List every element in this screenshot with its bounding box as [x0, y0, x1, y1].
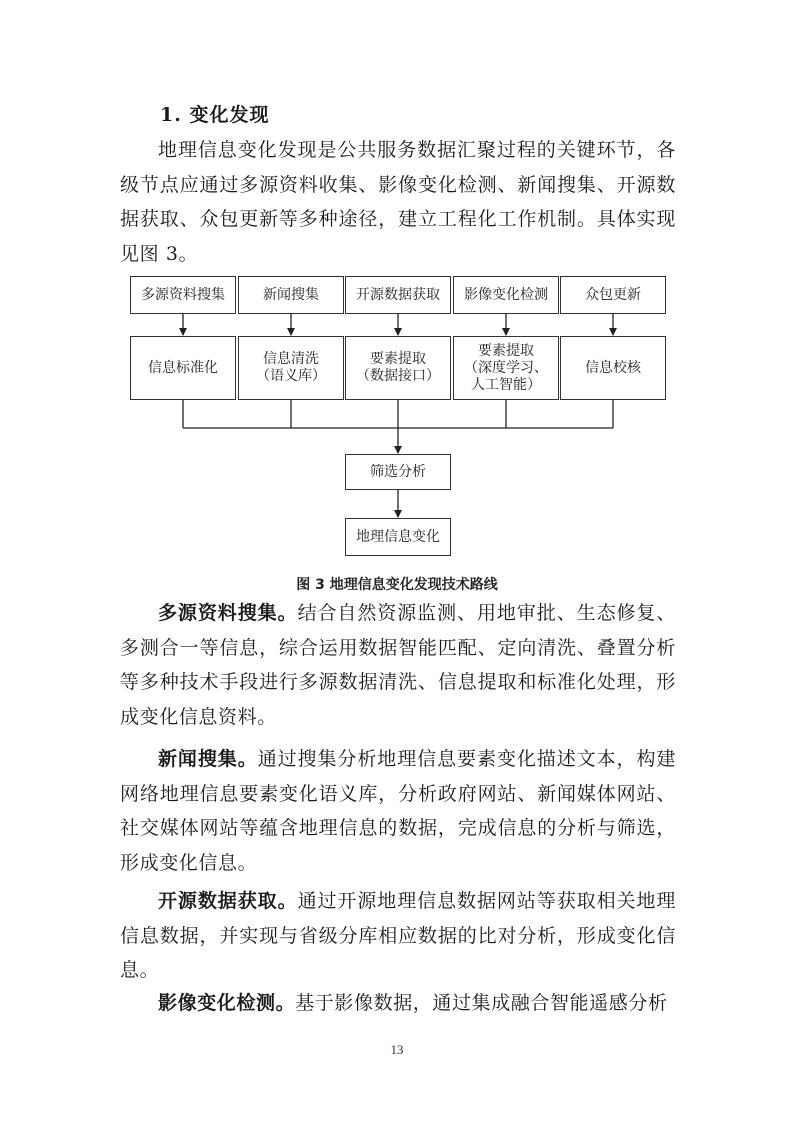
source-box-4: 影像变化检测 [453, 276, 559, 314]
source-box-5: 众包更新 [560, 276, 666, 314]
paragraph-multisource [120, 596, 676, 734]
intro-paragraph: 地理信息变化发现是公共服务数据汇聚过程的关键环节，各级节点应通过多源资料收集、影像变化检测、新闻搜集、开源数据获取、众包更新等多种途径，建立工程化工作机制。具体实现见图 3。 [120, 139, 676, 265]
paragraph-title: 新闻搜集。 [158, 748, 258, 770]
process-box-2: 信息清洗 （语义库） [238, 336, 344, 400]
paragraph-body: 结合自然资源监测、用地审批、生态修复、多测合一等信息，综合运用数据智能匹配、定向清洗、叠置分析等多种技术手段进行多源数据清洗、信息提取和标准化处理，形成变化信息资料。 [120, 602, 677, 728]
paragraph-title: 影像变化检测。 [158, 992, 296, 1014]
figure-caption: 图 3 地理信息变化发现技术路线 [296, 577, 498, 593]
source-box-2: 新闻搜集 [238, 276, 344, 314]
paragraph-news [120, 742, 676, 880]
paragraph-opensource [120, 884, 676, 988]
source-box-3: 开源数据获取 [345, 276, 451, 314]
paragraph-imagery [120, 986, 676, 1021]
source-box-1: 多源资料搜集 [130, 276, 236, 314]
paragraph-body: 通过开源地理信息数据网站等获取相关地理信息数据，并实现与省级分库相应数据的比对分析，形成变化信息。 [120, 890, 677, 981]
paragraph-title: 开源数据获取。 [158, 890, 298, 912]
output-box: 地理信息变化 [345, 518, 451, 556]
filter-box: 筛选分析 [345, 454, 451, 490]
paragraph-title: 多源资料搜集。 [158, 602, 298, 624]
page-number: 13 [390, 1042, 404, 1057]
section-heading: 1. 变化发现 [160, 104, 270, 126]
process-box-5: 信息校核 [560, 336, 666, 400]
process-box-1: 信息标准化 [130, 336, 236, 400]
paragraph-body: 基于影像数据，通过集成融合智能遥感分析 [295, 992, 668, 1014]
process-box-4: 要素提取 （深度学习、 人工智能） [453, 336, 559, 400]
process-box-3: 要素提取 （数据接口） [345, 336, 451, 400]
paragraph-body: 通过搜集分析地理信息要素变化描述文本，构建网络地理信息要素变化语义库，分析政府网站、新闻媒体网站、社交媒体网站等蕴含地理信息的数据，完成信息的分析与筛选，形成变化信息。 [120, 748, 676, 874]
